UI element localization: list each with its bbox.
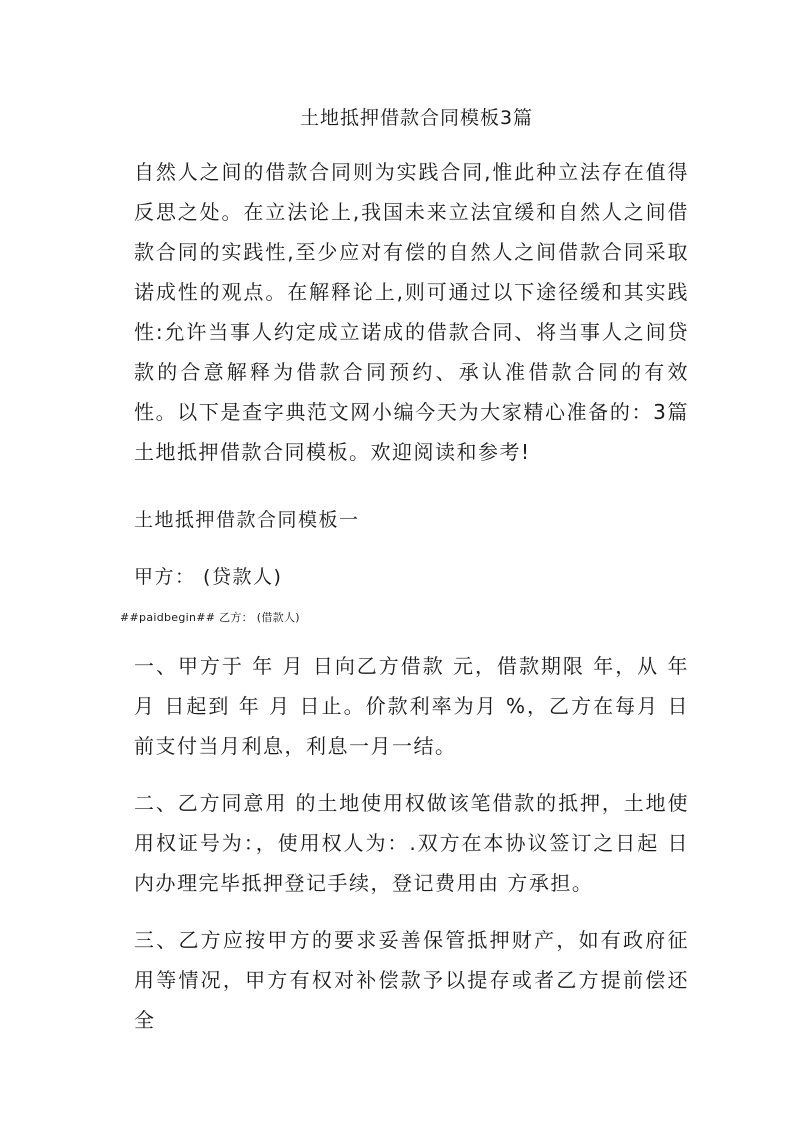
clause-2-paragraph: 二、乙方同意用 的土地使用权做该笔借款的抵押，土地使用权证号为：，使用权人为：.双方在本协议签订之日起 日内办理完毕抵押登记手续，登记费用由 方承担。: [134, 791, 689, 895]
intro-paragraph: 自然人之间的借款合同则为实践合同,惟此种立法存在值得反思之处。在立法论上,我国未来立法宜缓和自然人之间借款合同的实践性,至少应对有偿的自然人之间借款合同采取诺成性的观点。在解释论上,则可通过以下途径缓和其实践性:允许当事人约定成立诺成的借款合同、将当事人之间贷款的合意解释为借款合同预约、承认准借款合同的有效性。以下是查字典范文网小编今天为大家精心准备的：3篇土地抵押借款合同模板。欢迎阅读和参考!: [134, 160, 689, 464]
document-title: 土地抵押借款合同模板3篇: [299, 107, 534, 129]
party-a-line: 甲方： (贷款人): [134, 566, 283, 588]
clause-3-paragraph: 三、乙方应按甲方的要求妥善保管抵押财产，如有政府征用等情况，甲方有权对补偿款予以提存或者乙方提前偿还全: [134, 928, 689, 1032]
party-b-line: ##paidbegin## 乙方： (借款人): [120, 611, 300, 624]
clause-1-paragraph: 一、甲方于 年 月 日向乙方借款 元，借款期限 年，从 年 月 日起到 年 月 日止。价款利率为月 %，乙方在每月 日前支付当月利息，利息一月一结。: [134, 654, 689, 758]
section-heading: 土地抵押借款合同模板一: [134, 509, 360, 531]
